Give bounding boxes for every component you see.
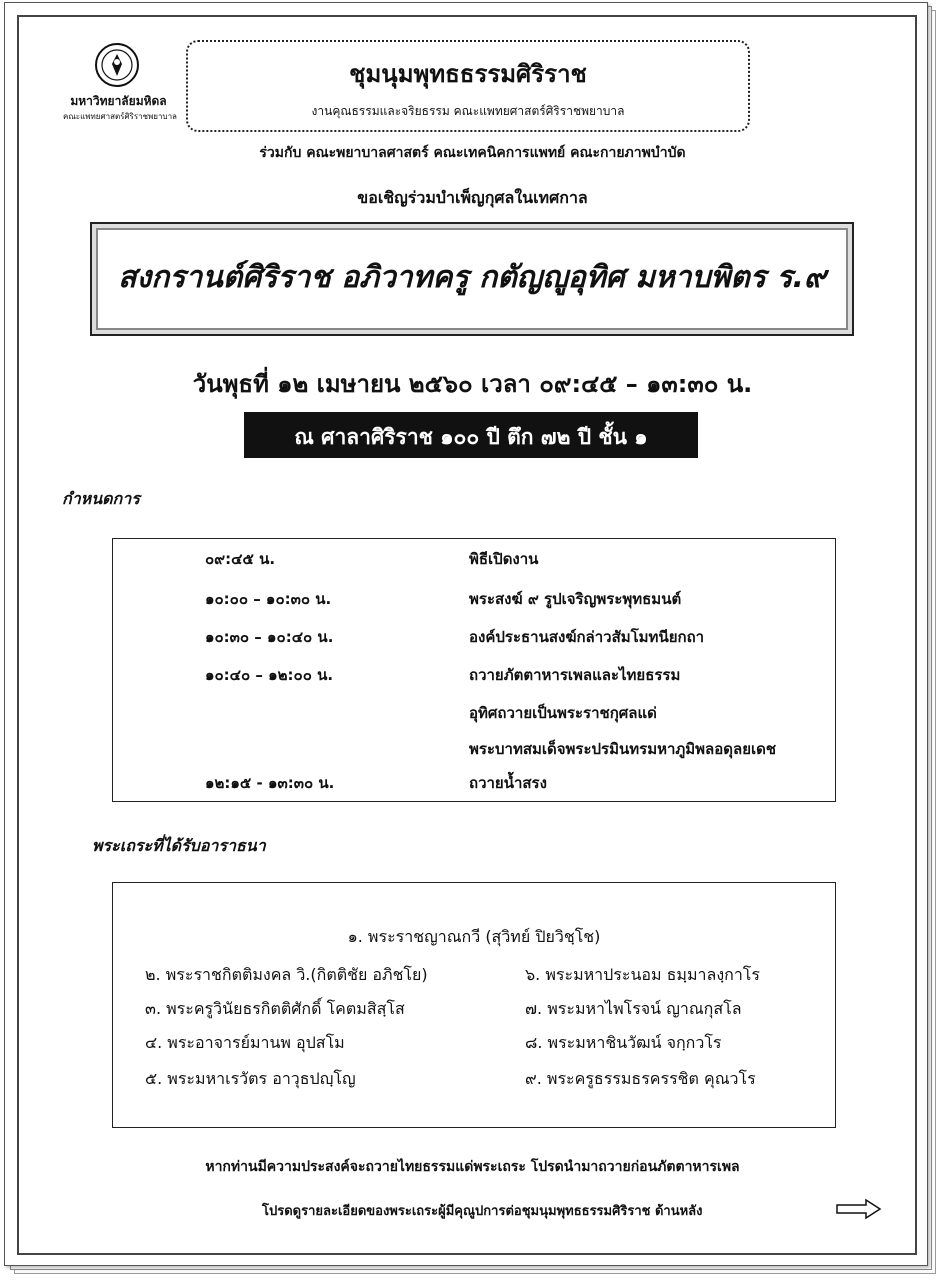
event-title-box <box>90 222 854 336</box>
schedule-activity: ถวายน้ำสรง <box>469 774 547 792</box>
schedule-row <box>113 547 835 573</box>
schedule-row <box>113 663 835 689</box>
schedule-activity: อุทิศถวายเป็นพระราชกุศลแด่ <box>469 704 657 722</box>
schedule-time: ๑๐:๐๐ – ๑๐:๓๐ น. <box>205 590 332 608</box>
schedule-row <box>113 701 835 727</box>
monks-heading: พระเถระที่ได้รับอาราธนา <box>92 836 266 855</box>
offering-note: หากท่านมีความประสงค์จะถวายไทยธรรมแด่พระเถระ โปรดนำมาถวายก่อนภัตตาหารเพล <box>205 1159 740 1175</box>
monk-item: ๙. พระครูธรรมธรครรชิต คุณวโร <box>525 1069 756 1088</box>
schedule-box <box>112 538 836 802</box>
schedule-row <box>113 625 835 651</box>
schedule-activity: พระสงฆ์ ๙ รูปเจริญพระพุทธมนต์ <box>469 590 682 608</box>
club-subtitle: งานคุณธรรมและจริยธรรม คณะแพทยศาสตร์ศิริราชพยาบาล <box>311 104 625 118</box>
club-name: ชุมนุมพุทธธรรมศิริราช <box>349 60 587 88</box>
schedule-time: ๑๐:๓๐ – ๑๐:๔๐ น. <box>205 628 334 646</box>
mahidol-university-logo-icon <box>94 42 140 88</box>
schedule-time: ๑๒:๑๕ - ๑๓:๓๐ น. <box>205 774 335 792</box>
schedule-row <box>113 737 835 763</box>
schedule-activity: องค์ประธานสงฆ์กล่าวสัมโมทนียกถา <box>469 628 705 646</box>
schedule-activity: ถวายภัตตาหารเพลและไทยธรรม <box>469 666 681 684</box>
schedule-row <box>113 587 835 613</box>
monk-item: ๔. พระอาจารย์มานพ อุปสโม <box>145 1033 345 1052</box>
monk-item: ๗. พระมหาไพโรจน์ ญาณกุสโล <box>525 999 742 1018</box>
event-title: สงกรานต์ศิริราช อภิวาทครู กตัญญูอุทิศ มหาบพิตร ร.๙ <box>118 260 826 295</box>
monk-item: ๘. พระมหาชินวัฒน์ จกฺกวโร <box>525 1033 722 1052</box>
schedule-activity: พระบาทสมเด็จพระปรมินทรมหาภูมิพลอดุลยเดช <box>469 740 777 758</box>
monk-item: ๓. พระครูวินัยธรกิตติศักดิ์ โคตมสิสฺโส <box>145 999 405 1018</box>
venue-text: ณ ศาลาศิริราช ๑๐๐ ปี ตึก ๗๒ ปี ชั้น ๑ <box>294 425 648 449</box>
arrow-right-icon <box>836 1198 882 1220</box>
venue-bar <box>244 412 698 458</box>
faculty-name: คณะแพทยศาสตร์ศิริราชพยาบาล <box>63 112 177 121</box>
schedule-time: ๑๐:๔๐ – ๑๒:๐๐ น. <box>205 666 334 684</box>
schedule-row <box>113 771 835 797</box>
footer-note: โปรดดูรายละเอียดของพระเถระผู้มีคุณูปการต่อชุมนุมพุทธธรรมศิริราช ด้านหลัง <box>262 1204 703 1219</box>
monk-item: ๕. พระมหาเรวัตร อาวุธปญฺโญ <box>145 1069 356 1088</box>
schedule-activity: พิธีเปิดงาน <box>469 550 539 568</box>
monk-item: ๒. พระราชกิตติมงคล วิ.(กิตติชัย อภิชโย) <box>145 965 428 984</box>
monk-lead: ๑. พระราชญาณกวี (สุวิทย์ ปิยวิชฺโช) <box>347 927 601 946</box>
university-name: มหาวิทยาลัยมหิดล <box>70 94 167 108</box>
event-date-time: วันพุธที่ ๑๒ เมษายน ๒๕๖๐ เวลา ๐๙:๔๕ – ๑๓:๓๐ น. <box>192 370 753 398</box>
schedule-heading: กำหนดการ <box>62 489 140 508</box>
monk-item: ๖. พระมหาประนอม ธมฺมาลงฺกาโร <box>525 965 760 984</box>
invitation-line: ขอเชิญร่วมบำเพ็ญกุศลในเทศกาล <box>357 188 588 207</box>
schedule-time: ๐๙:๔๕ น. <box>205 550 276 568</box>
club-title-box <box>186 40 750 132</box>
monks-box <box>112 882 836 1128</box>
co-host-line: ร่วมกับ คณะพยาบาลศาสตร์ คณะเทคนิคการแพทย์ คณะกายภาพบำบัด <box>259 145 686 161</box>
